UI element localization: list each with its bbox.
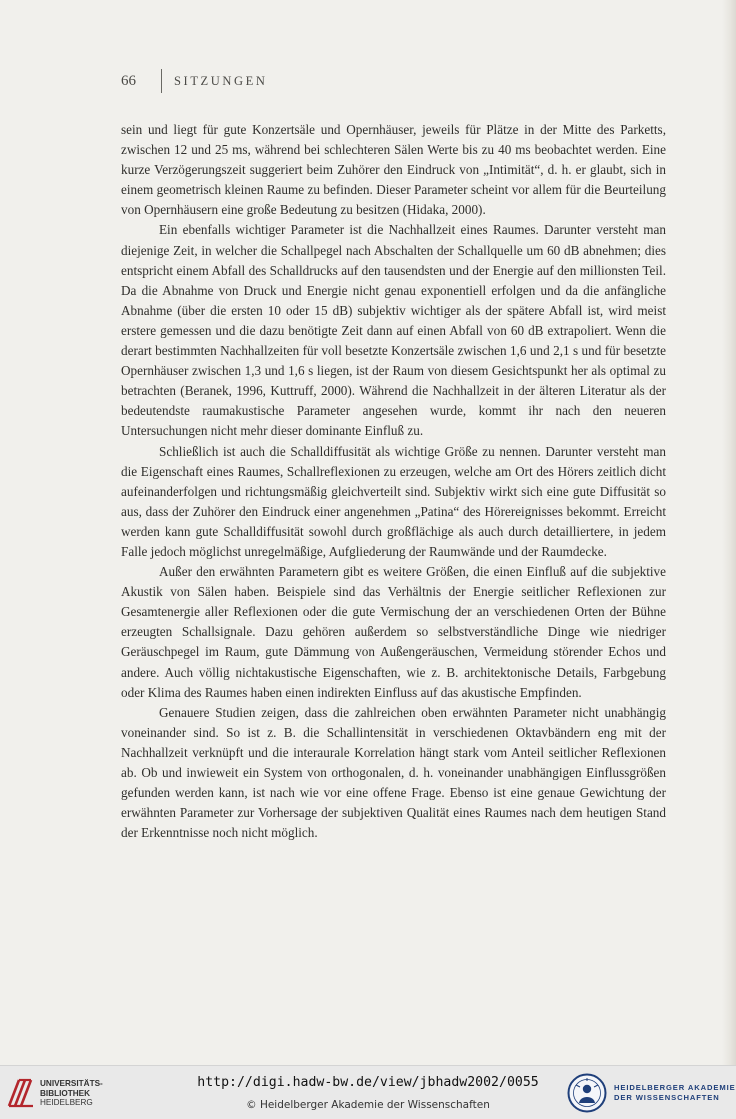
paragraph: Ein ebenfalls wichtiger Parameter ist die Nachhallzeit eines Raumes. Darunter versteht man diejenige Zeit, in welcher die Schallpegel nach Abschalten der Schallquelle um 60 dB abnehmen; dies entspricht einem Abfall des Schalldrucks auf den tausendsten und der Energie auf den millionsten Teil. Da die Abnahme von Druck und Energie nicht genau exponentiell erfolgen und da die anfängliche Abnahme (über die ersten 10 oder 15 dB) subjektiv wichtiger als der spätere Abfall ist, wird meist erstere gemessen und die dazu benötigte Zeit dann auf einen Abfall von 60 dB extrapoliert. Wenn die derart bestimmten Nachhallzeiten für voll besetzte Konzertsäle zwischen 1,6 und 2,1 s und für besetzte Opernhäuser zwischen 1,3 und 1,6 s liegen, ist der Raum von diesem Gesichtspunkt her als optimal zu betrachten (Beranek, 1996, Kuttruff, 2000). Während die Nachhallzeit in der älteren Literatur als der bedeutendste raumakustische Parameter angesehen wurde, kommt ihr nach den neueren Untersuchungen nicht mehr dieser dominante Einfluß zu. <box>121 222 666 439</box>
viewer-footer <box>0 1065 736 1119</box>
paragraph: Schließlich ist auch die Schalldiffusität als wichtige Größe zu nennen. Darunter versteht man die Eigenschaft eines Raumes, Schallreflexionen zu erzeugen, welche am Ort des Hörers zeitlich dicht aufeinanderfolgen und richtungsmäßig gleichverteilt sind. Subjektiv wirkt sich eine gute Diffusität so aus, dass der Zuhörer den Eindruck einer angenehmen „Patina“ des Hörereignisses bekommt. Erreicht werden kann gute Schalldiffusität sowohl durch großflächige als auch durch detailliertere, in jedem Falle jedoch möglichst unregelmäßige, Aufgliederung der Raumwände und der Raumdecke. <box>121 443 666 559</box>
page-edge-shadow <box>722 0 736 1065</box>
paragraph: Genauere Studien zeigen, dass die zahlreichen oben erwähnten Parameter nicht unabhängig voneinander sind. So ist z. B. die Schallintensität in verschiedenen Oktavbändern eng mit der Nachhallzeit verknüpft und die interaurale Korrelation hängt stark vom Anteil seitlicher Reflexionen ab. Ob und inwieweit ein System von orthogonalen, d. h. voneinander unabhängigen Einflussgrößen gefunden werden kann, ist nach wie vor eine offene Frage. Ebenso ist eine genaue Gewichtung der erwähnten Parameter zur Vorhersage der subjektiven Qualität eines Raumes nach dem heutigen Stand der Erkenntnisse noch nicht möglich. <box>121 704 666 841</box>
academy-name-line1: HEIDELBERGER AKADEMIE <box>614 1083 736 1092</box>
running-head <box>121 68 268 94</box>
academy-name[interactable] <box>614 1083 736 1103</box>
copyright-notice: © Heidelberger Akademie der Wissenschaften <box>246 1099 490 1111</box>
header-divider <box>161 69 162 93</box>
permalink-url[interactable]: http://digi.hadw-bw.de/view/jbhadw2002/0055 <box>197 1075 539 1090</box>
library-name-line1: UNIVERSITÄTS- <box>40 1079 103 1088</box>
paragraph: sein und liegt für gute Konzertsäle und Opernhäuser, jeweils für Plätze in der Mitte des Parketts, zwischen 12 und 25 ms, während bei schlechteren Sälen Werte bis zu 40 ms beobachtet werden. Eine kurze Verzögerungszeit suggeriert beim Zuhörer den Eindruck von „Intimität“, d. h. er glaubt, sich in einem geometrisch kleinen Raume zu befinden. Dieser Parameter scheint vor allem für die Beurteilung von Opernhäusern eine große Bedeutung zu besitzen (Hidaka, 2000). <box>121 122 666 218</box>
library-name-line2: BIBLIOTHEK <box>40 1088 91 1098</box>
body-text <box>121 120 666 843</box>
library-city: HEIDELBERG <box>40 1098 93 1108</box>
page-number: 66 <box>121 72 136 89</box>
paragraph: Außer den erwähnten Parametern gibt es weitere Größen, die einen Einfluß auf die subjektive Akustik von Sälen haben. Beispiele sind das Verhältnis der Energie seitlicher Reflexionen zur Gesamtenergie aller Reflexionen oder die gute Vermischung der an verschiedenen Orten der Bühne erzeugten Schallsignale. Dazu gehören außerdem so selbstverständliche Dinge wie niedriger Geräuschpegel im Raum, gute Dämmung von Außengeräuschen, Vermeidung störender Echos und andere. Auch völlig nichtakustische Eigenschaften, wie z. B. architektonische Details, Farbgebung oder Klima des Raumes haben einen indirekten Einfluss auf das akustische Empfinden. <box>121 564 666 700</box>
academy-name-line2: DER WISSENSCHAFTEN <box>614 1093 720 1102</box>
academy-seal-icon[interactable] <box>567 1073 607 1113</box>
section-title: SITZUNGEN <box>174 73 268 88</box>
